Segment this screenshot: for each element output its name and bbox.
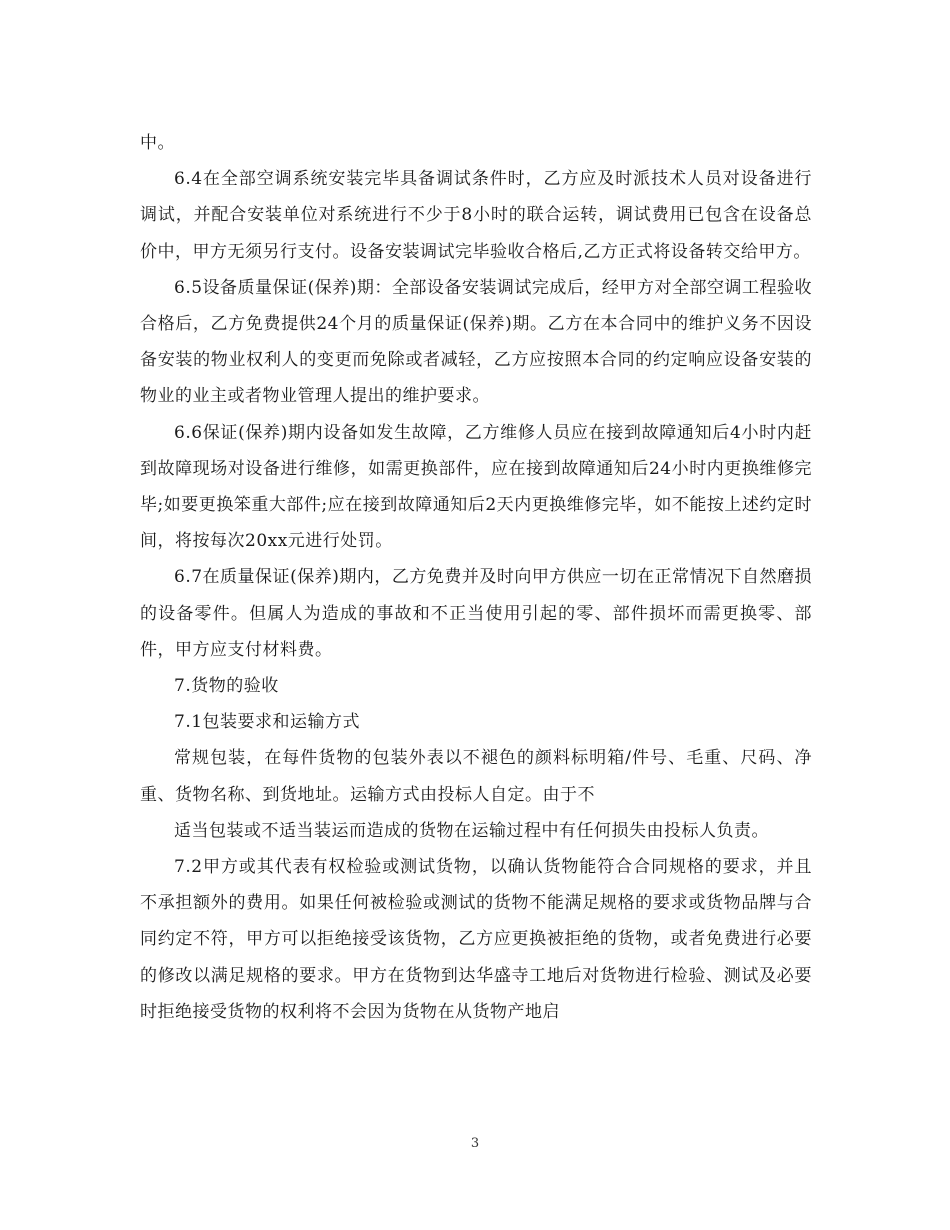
paragraph-packaging: 常规包装，在每件货物的包装外表以不褪色的颜料标明箱/件号、毛重、尺码、净重、货物名称、到货地址。运输方式由投标人自定。由于不 [140, 748, 812, 805]
paragraph-packaging-continued: 适当包装或不适当装运而造成的货物在运输过程中有任何损失由投标人负责。 [174, 820, 769, 841]
section-heading-7: 7.货物的验收 [174, 676, 279, 697]
paragraph-6-4: 6.4在全部空调系统安装完毕具备调试条件时，乙方应及时派技术人员对设备进行调试，并配合安装单位对系统进行不少于8小时的联合运转，调试费用已包含在设备总价中，甲方无须另行支付。设备安装调试完毕验收合格后,乙方正式将设备转交给甲方。 [140, 169, 812, 262]
document-body [140, 125, 812, 1030]
paragraph-7-2: 7.2甲方或其代表有权检验或测试货物，以确认货物能符合合同规格的要求，并且不承担额外的费用。如果任何被检验或测试的货物不能满足规格的要求或货物品牌与合同约定不符，甲方可以拒绝接受该货物，乙方应更换被拒绝的货物，或者免费进行必要的修改以满足规格的要求。甲方在货物到达华盛寺工地后对货物进行检验、测试及必要时拒绝接受货物的权利将不会因为货物在从货物产地启 [140, 857, 812, 1022]
paragraph-6-7: 6.7在质量保证(保养)期内，乙方免费并及时向甲方供应一切在正常情况下自然磨损的设备零件。但属人为造成的事故和不正当使用引起的零、部件损坏而需更换零、部件，甲方应支付材料费。 [140, 567, 812, 660]
paragraph-6-6: 6.6保证(保养)期内设备如发生故障，乙方维修人员应在接到故障通知后4小时内赶到故障现场对设备进行维修，如需更换部件，应在接到故障通知后24小时内更换维修完毕;如要更换笨重大部件;应在接到故障通知后2天内更换维修完毕，如不能按上述约定时间，将按每次20xx元进行处罚。 [140, 422, 812, 552]
page-number: 3 [470, 1136, 480, 1151]
paragraph-continuation: 中。 [140, 133, 175, 153]
paragraph-6-5: 6.5设备质量保证(保养)期：全部设备安装调试完成后，经甲方对全部空调工程验收合格后，乙方免费提供24个月的质量保证(保养)期。乙方在本合同中的维护义务不因设备安装的物业权利人的变更而免除或者减轻，乙方应按照本合同的约定响应设备安装的物业的业主或者物业管理人提出的维护要求。 [140, 277, 812, 407]
subsection-heading-7-1: 7.1包装要求和运输方式 [174, 712, 361, 733]
